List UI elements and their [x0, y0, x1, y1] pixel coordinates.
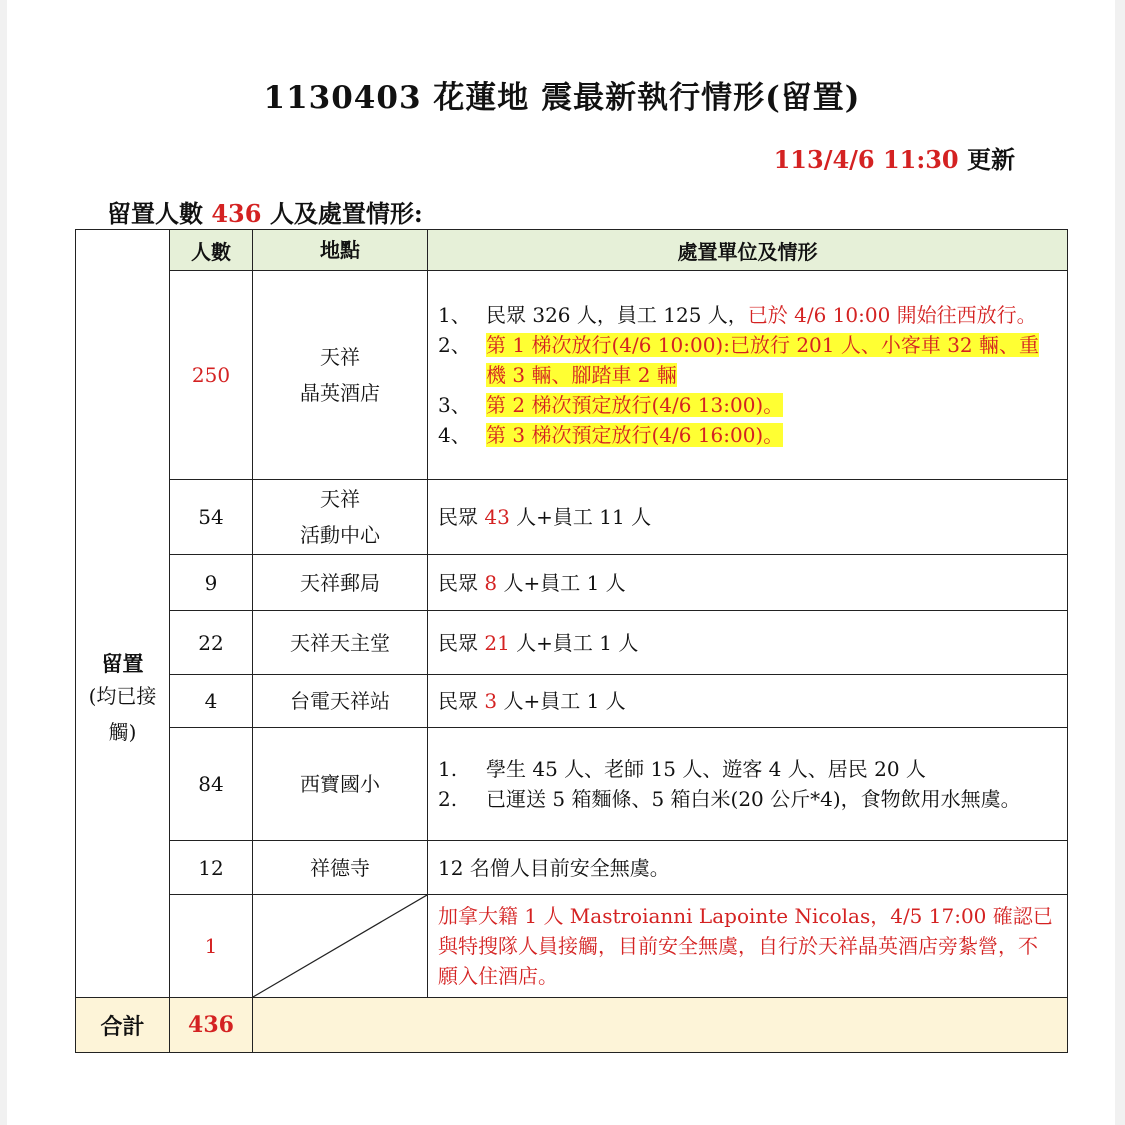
header-blank [76, 230, 170, 271]
desc-prefix: 民眾 [438, 570, 478, 595]
header-desc: 處置單位及情形 [428, 230, 1068, 271]
desc-list [438, 300, 1057, 450]
group-note: (均已接觸) [88, 683, 157, 744]
item-text [486, 330, 1057, 390]
place-line-2: 晶英酒店 [300, 381, 380, 405]
detention-table [75, 229, 1068, 1053]
desc-suffix: 人+員工 11 人 [516, 505, 652, 529]
list-item [438, 330, 1057, 390]
desc-prefix: 民眾 [438, 630, 478, 655]
item-index: 2. [438, 787, 458, 811]
desc-suffix: 人+員工 1 人 [503, 570, 626, 595]
update-timestamp [774, 140, 1015, 175]
subtitle-count: 436 [211, 199, 262, 228]
row-desc [428, 480, 1068, 555]
table-row [76, 895, 1068, 998]
row-count: 22 [170, 611, 253, 675]
item-index: 4、 [438, 423, 471, 447]
section-subtitle [107, 194, 423, 229]
desc-prefix: 民眾 [438, 505, 478, 529]
desc-list [438, 754, 1057, 814]
row-desc: 加拿大籍 1 人 Mastroianni Lapointe Nicolas，4/5 17:00 確認已與特搜隊人員接觸，目前安全無虞，自行於天祥晶英酒店旁紮營，不願入住酒店。 [428, 895, 1068, 998]
detention-table-wrap [75, 229, 1068, 1053]
list-item [438, 420, 1057, 450]
diagonal-line [253, 895, 427, 997]
total-label: 合計 [76, 998, 170, 1053]
table-row [76, 728, 1068, 841]
subtitle-prefix: 留置人數 [107, 199, 203, 228]
row-count: 9 [170, 555, 253, 611]
table-row [76, 841, 1068, 895]
desc-count: 3 [484, 689, 498, 713]
row-count: 250 [170, 271, 253, 480]
row-desc: 12 名僧人目前安全無虞。 [428, 841, 1068, 895]
header-count: 人數 [170, 230, 253, 271]
total-value: 436 [170, 998, 253, 1053]
highlighted-text: 第 1 梯次放行(4/6 10:00):已放行 201 人、小客車 32 輛、重機 3 輛、腳踏車 2 輛 [486, 333, 1040, 387]
highlighted-text: 第 3 梯次預定放行(4/6 16:00)。 [486, 423, 784, 447]
page-title: 1130403 花蓮地 震最新執行情形(留置) [263, 80, 861, 116]
list-item [438, 390, 1057, 420]
table-row [76, 271, 1068, 480]
row-desc [428, 728, 1068, 841]
place-line-1: 天祥 [320, 487, 360, 511]
row-count: 54 [170, 480, 253, 555]
table-row [76, 611, 1068, 675]
item-index: 1、 [438, 303, 471, 327]
subtitle-suffix: 人及處置情形: [269, 199, 423, 228]
row-count: 84 [170, 728, 253, 841]
empty-place-cell [253, 895, 428, 998]
item-text [486, 420, 783, 450]
item-text-plain: 民眾 326 人，員工 125 人， [486, 303, 748, 327]
table-row [76, 675, 1068, 728]
item-index: 3、 [438, 393, 471, 417]
document-page [7, 0, 1115, 1125]
row-place: 祥德寺 [253, 841, 428, 895]
row-desc [428, 675, 1068, 728]
header-place: 地點 [253, 230, 428, 271]
desc-suffix: 人+員工 1 人 [516, 630, 639, 655]
row-count: 12 [170, 841, 253, 895]
table-row [76, 480, 1068, 555]
row-place: 天祥郵局 [253, 555, 428, 611]
item-text [486, 390, 783, 420]
desc-count: 8 [484, 570, 498, 595]
group-cell [76, 271, 170, 998]
row-desc [428, 611, 1068, 675]
row-place: 天祥天主堂 [253, 611, 428, 675]
row-place: 台電天祥站 [253, 675, 428, 728]
list-item [438, 754, 1057, 784]
list-item [438, 300, 1057, 330]
item-index: 2、 [438, 333, 471, 357]
desc-prefix: 民眾 [438, 689, 478, 713]
desc-suffix: 人+員工 1 人 [503, 689, 626, 713]
update-suffix: 更新 [967, 145, 1015, 174]
row-place [253, 271, 428, 480]
group-label: 留置 [101, 650, 144, 676]
item-text-red: 已於 4/6 10:00 開始往西放行。 [747, 303, 1037, 327]
update-datetime: 113/4/6 11:30 [773, 145, 959, 174]
row-desc [428, 555, 1068, 611]
row-count: 4 [170, 675, 253, 728]
total-empty [253, 998, 1068, 1053]
desc-count: 21 [484, 630, 510, 655]
item-index: 1. [438, 757, 458, 781]
highlighted-text: 第 2 梯次預定放行(4/6 13:00)。 [486, 393, 784, 417]
item-text: 已運送 5 箱麵條、5 箱白米(20 公斤*4)，食物飲用水無虞。 [486, 787, 1021, 811]
row-count: 1 [170, 895, 253, 998]
item-text [486, 300, 1037, 330]
place-line-1: 天祥 [320, 345, 360, 369]
total-row [76, 998, 1068, 1053]
table-header-row [76, 230, 1068, 271]
row-place: 西寶國小 [253, 728, 428, 841]
item-text: 學生 45 人、老師 15 人、遊客 4 人、居民 20 人 [486, 757, 926, 781]
place-line-2: 活動中心 [300, 523, 380, 547]
list-item [438, 784, 1057, 814]
desc-count: 43 [484, 505, 510, 529]
table-row [76, 555, 1068, 611]
row-place [253, 480, 428, 555]
row-desc [428, 271, 1068, 480]
